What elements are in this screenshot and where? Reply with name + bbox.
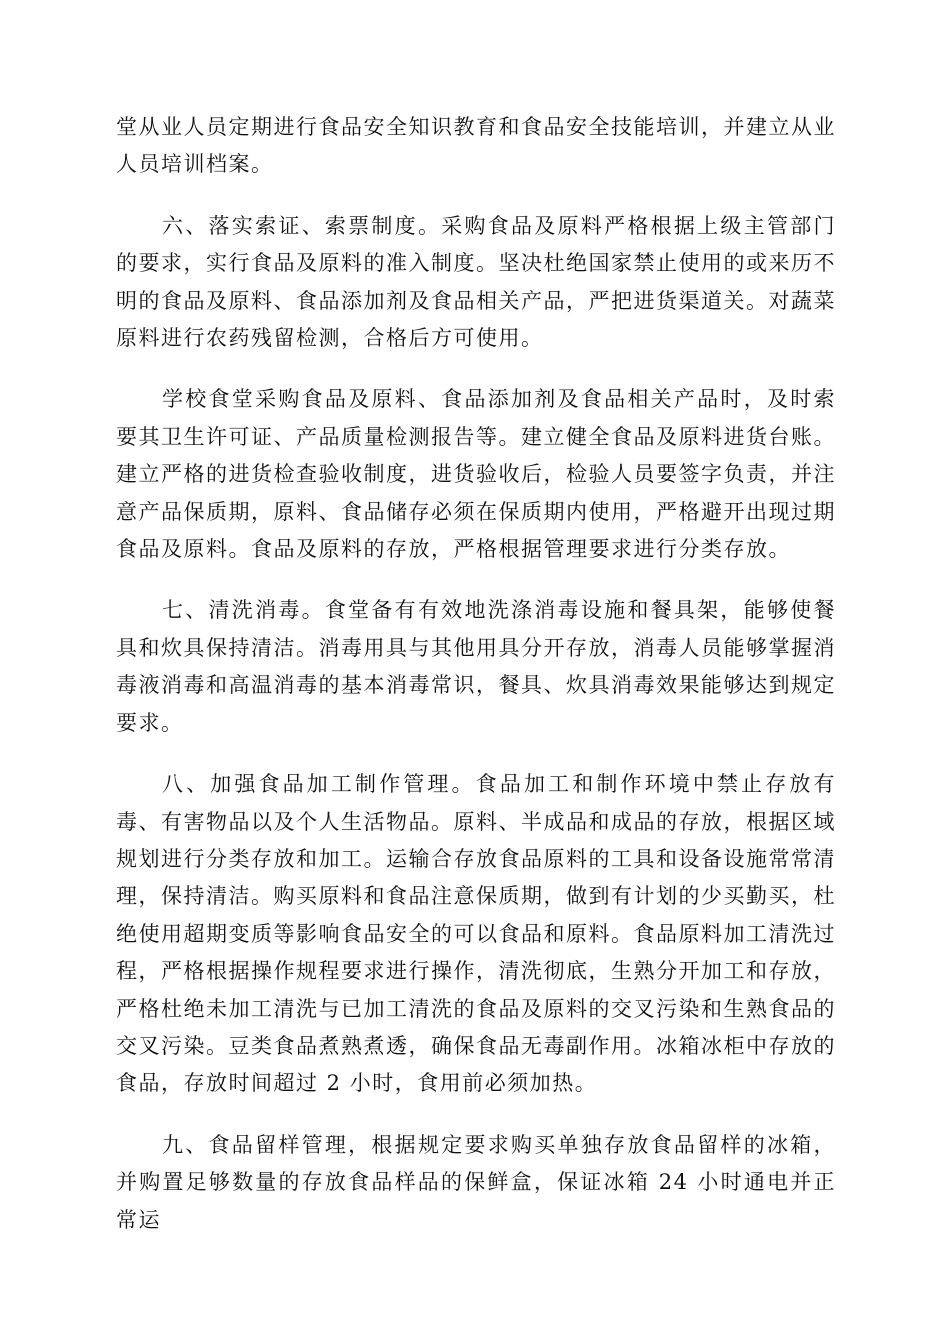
paragraph-nine-samples: 九、食品留样管理，根据规定要求购买单独存放食品留样的冰箱，并购置足够数量的存放食品样品的保鲜盒，保证冰箱 24 小时通电并正常运 [116, 1132, 836, 1232]
paragraph-training-continuation: 堂从业人员定期进行食品安全知识教育和食品安全技能培训，并建立从业人员培训档案。 [116, 115, 836, 177]
paragraph-six-purchasing: 学校食堂采购食品及原料、食品添加剂及食品相关产品时，及时索要其卫生许可证、产品质量检测报告等。建立健全食品及原料进货台账。建立严格的进货检查验收制度，进货验收后，检验人员要签字负责，并注意产品保质期，原料、食品储存必须在保质期内使用，严格避开出现过期食品及原料。食品及原料的存放，严格根据管理要求进行分类存放。 [116, 387, 836, 562]
paragraph-eight-processing: 八、加强食品加工制作管理。食品加工和制作环境中禁止存放有毒、有害物品以及个人生活物品。原料、半成品和成品的存放，根据区域规划进行分类存放和加工。运输合存放食品原料的工具和设备设施常常清理，保持清洁。购买原料和食品注意保质期，做到有计划的少买勤买，杜绝使用超期变质等影响食品安全的可以食品和原料。食品原料加工清洗过程，严格根据操作规程要求进行操作，清洗彻底，生熟分开加工和存放，严格杜绝未加工清洗与已加工清洗的食品及原料的交叉污染和生熟食品的交叉污染。豆类食品煮熟煮透，确保食品无毒副作用。冰箱冰柜中存放的食品，存放时间超过 2 小时，食用前必须加热。 [116, 772, 836, 1096]
paragraph-six-certificates: 六、落实索证、索票制度。采购食品及原料严格根据上级主管部门的要求，实行食品及原料的准入制度。坚决杜绝国家禁止使用的或来历不明的食品及原料、食品添加剂及食品相关产品，严把进货渠道关。对蔬菜原料进行农药残留检测，合格后方可使用。 [116, 213, 836, 351]
document-body [116, 109, 836, 1263]
paragraph-seven-cleaning: 七、清洗消毒。食堂备有有效地洗涤消毒设施和餐具架，能够使餐具和炊具保持清洁。消毒用具与其他用具分开存放，消毒人员能够掌握消毒液消毒和高温消毒的基本消毒常识，餐具、炊具消毒效果能够达到规定要求。 [116, 598, 836, 735]
